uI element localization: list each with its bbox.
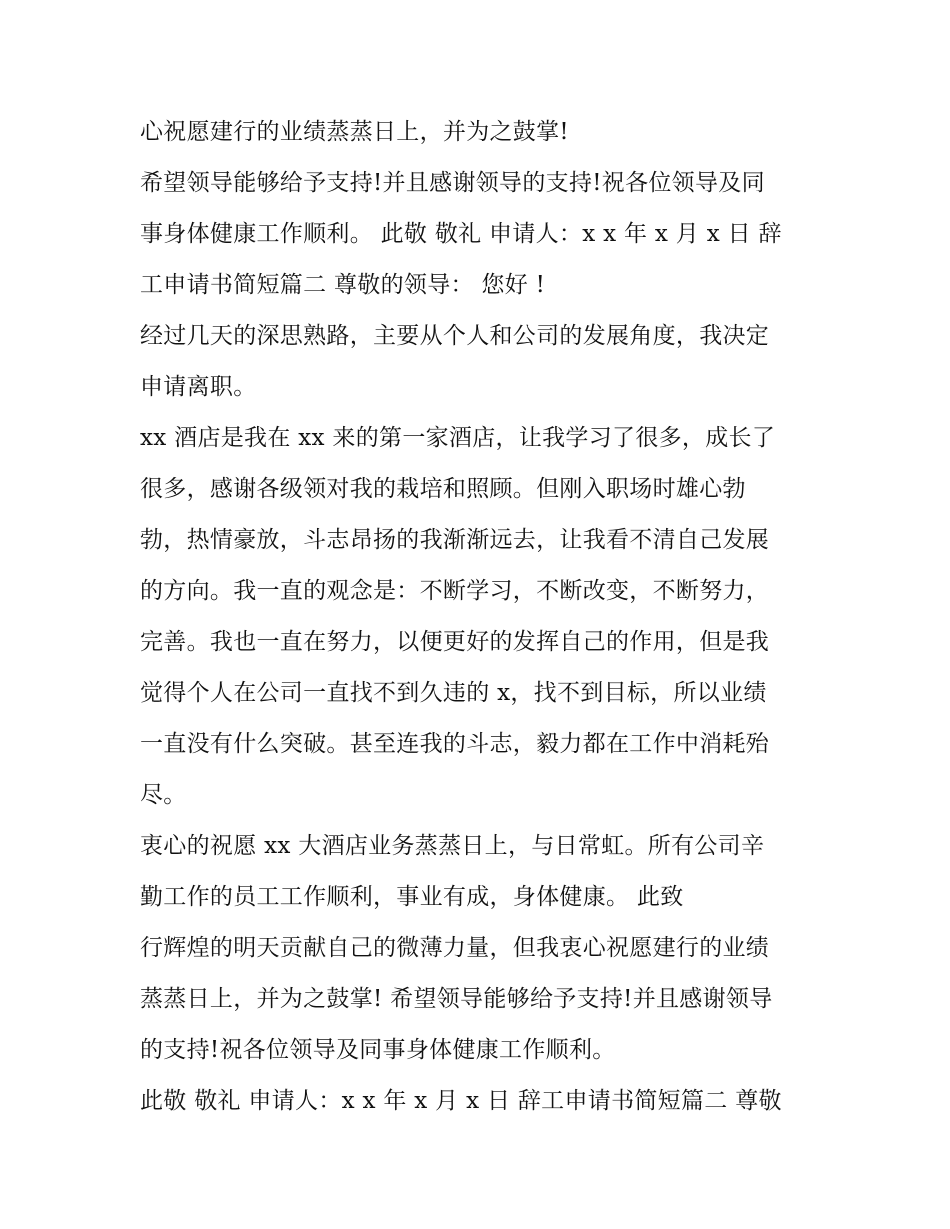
text-line: 勤工作的员工工作顺利，事业有成，身体健康。 此致 (140, 884, 684, 910)
text-line: 一直没有什么突破。甚至连我的斗志，毅力都在工作中消耗殆 (140, 731, 770, 757)
text-line: 蒸蒸日上，并为之鼓掌! 希望领导能够给予支持!并且感谢领导 (140, 986, 773, 1012)
text-line: 希望领导能够给予支持!并且感谢领导的支持!祝各位领导及同 (140, 170, 765, 196)
text-line: 事身体健康工作顺利。 此敬 敬礼 申请人：x x 年 x 月 x 日 辞 (140, 221, 782, 247)
text-line: 尽。 (140, 782, 187, 808)
text-line: 衷心的祝愿 xx 大酒店业务蒸蒸日上，与日常虹。所有公司辛 (140, 833, 765, 859)
text-line: 的支持!祝各位领导及同事身体健康工作顺利。 (140, 1037, 616, 1063)
text-line: 很多，感谢各级领对我的栽培和照顾。但刚入职场时雄心勃 (140, 476, 746, 502)
text-line: xx 酒店是我在 xx 来的第一家酒店，让我学习了很多，成长了 (140, 425, 776, 451)
text-line: 觉得个人在公司一直找不到久违的 x，找不到目标，所以业绩 (140, 680, 767, 706)
text-line: 工申请书简短篇二 尊敬的领导： 您好 ! (140, 272, 546, 298)
text-line: 此敬 敬礼 申请人：x x 年 x 月 x 日 辞工申请书简短篇二 尊敬 (140, 1088, 782, 1114)
text-line: 的方向。我一直的观念是：不断学习，不断改变，不断努力， (140, 578, 770, 604)
text-line: 勃，热情豪放，斗志昂扬的我渐渐远去，让我看不清自己发展 (140, 527, 770, 553)
text-line: 行辉煌的明天贡献自己的微薄力量，但我衷心祝愿建行的业绩 (140, 935, 770, 961)
text-line: 经过几天的深思熟路，主要从个人和公司的发展角度，我决定 (140, 323, 770, 349)
document-body (140, 107, 820, 1127)
text-line: 心祝愿建行的业绩蒸蒸日上，并为之鼓掌! (140, 119, 569, 145)
text-line: 完善。我也一直在努力，以便更好的发挥自己的作用，但是我 (140, 629, 770, 655)
text-line: 申请离职。 (140, 374, 257, 400)
